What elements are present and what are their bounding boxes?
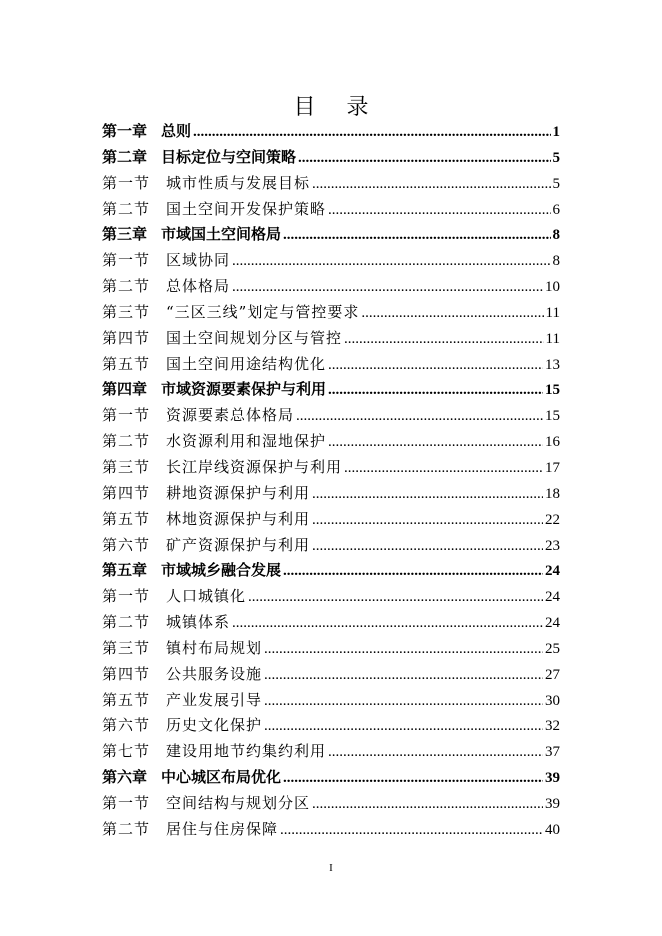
toc-entry-page-number: 5 [552,149,560,166]
toc-entry-label: 第五节 [102,509,151,528]
toc-section-entry[interactable] [102,456,560,482]
dot-leader [361,305,543,322]
toc-chapter-entry[interactable] [102,120,560,146]
dot-leader [283,770,543,787]
toc-entry-label: 第二节 [102,819,151,838]
toc-entry-label: 第一节 [102,793,151,812]
toc-section-entry[interactable] [102,534,560,560]
dot-leader [344,460,543,477]
toc-entry-label: 第二节 [102,277,151,296]
toc-entry-page-number: 23 [545,537,560,554]
toc-entry-title: 区域协同 [166,251,231,270]
toc-section-entry[interactable] [102,792,560,818]
dot-leader [312,538,543,555]
toc-entry-page-number: 13 [545,356,560,373]
toc-entry-page-number: 6 [552,201,560,218]
toc-section-entry[interactable] [102,353,560,379]
toc-title: 目 录 [293,95,381,120]
toc-section-entry[interactable] [102,740,560,766]
dot-leader [232,279,543,296]
toc-entry-page-number: 27 [545,666,560,683]
toc-entry-title: 市域城乡融合发展 [161,561,282,580]
toc-entry-page-number: 25 [545,640,560,657]
toc-entry-page-number: 11 [545,304,560,321]
page-number: I [329,862,333,874]
toc-section-entry[interactable] [102,508,560,534]
toc-section-entry[interactable] [102,714,560,740]
toc-entry-title: “三区三线”划定与管控要求 [166,302,360,321]
toc-entry-label: 第二章 [102,147,148,166]
toc-entry-label: 第一节 [102,587,151,606]
toc-entry-title: 总体格局 [166,277,231,296]
toc-entry-label: 第二节 [102,432,151,451]
dot-leader [280,822,543,839]
toc-entry-title: 国土空间开发保护策略 [166,199,327,218]
toc-entry-label: 第四章 [102,380,148,399]
toc-section-entry[interactable] [102,430,560,456]
dot-leader [264,641,543,658]
toc-entry-title: 市域资源要素保护与利用 [161,380,327,399]
dot-leader [232,253,550,270]
dot-leader [312,512,543,529]
dot-leader [283,227,550,244]
dot-leader [328,357,543,374]
toc-list [102,120,560,844]
toc-entry-page-number: 24 [545,589,560,606]
toc-section-entry[interactable] [102,172,560,198]
toc-entry-page-number: 15 [545,408,560,425]
dot-leader [312,486,543,503]
toc-chapter-entry[interactable] [102,223,560,249]
toc-entry-label: 第三节 [102,638,151,657]
toc-entry-label: 第四节 [102,328,151,347]
dot-leader [312,796,543,813]
toc-entry-title: 人口城镇化 [166,587,247,606]
toc-entry-title: 产业发展引导 [166,690,263,709]
toc-entry-title: 国土空间规划分区与管控 [166,328,343,347]
toc-entry-page-number: 5 [552,175,560,192]
toc-entry-label: 第三节 [102,302,151,321]
toc-section-entry[interactable] [102,818,560,844]
toc-entry-label: 第六节 [102,716,151,735]
toc-section-entry[interactable] [102,249,560,275]
toc-section-entry[interactable] [102,482,560,508]
toc-entry-title: 空间结构与规划分区 [166,793,311,812]
dot-leader [328,744,543,761]
toc-entry-page-number: 30 [545,692,560,709]
toc-section-entry[interactable] [102,637,560,663]
toc-entry-title: 建设用地节约集约利用 [166,742,327,761]
toc-chapter-entry[interactable] [102,766,560,792]
toc-entry-page-number: 15 [545,382,560,399]
toc-chapter-entry[interactable] [102,378,560,404]
dot-leader [264,693,543,710]
toc-chapter-entry[interactable] [102,146,560,172]
toc-section-entry[interactable] [102,275,560,301]
toc-entry-label: 第一节 [102,251,151,270]
toc-entry-title: 中心城区布局优化 [161,768,282,787]
toc-entry-title: 耕地资源保护与利用 [166,483,311,502]
dot-leader [344,331,544,348]
toc-entry-page-number: 32 [545,718,560,735]
toc-entry-title: 历史文化保护 [166,716,263,735]
toc-entry-label: 第一节 [102,406,151,425]
toc-section-entry[interactable] [102,689,560,715]
dot-leader [264,667,543,684]
toc-section-entry[interactable] [102,585,560,611]
toc-entry-page-number: 10 [545,279,560,296]
dot-leader [248,589,543,606]
toc-entry-page-number: 24 [545,615,560,632]
toc-entry-label: 第七节 [102,742,151,761]
toc-entry-title: 总则 [161,122,192,140]
toc-entry-title: 目标定位与空间策略 [161,147,297,166]
toc-section-entry[interactable] [102,663,560,689]
toc-entry-label: 第四节 [102,664,151,683]
toc-entry-title: 公共服务设施 [166,664,263,683]
toc-entry-label: 第五节 [102,690,151,709]
toc-entry-label: 第三章 [102,225,148,244]
toc-entry-page-number: 24 [545,563,560,580]
toc-entry-title: 城镇体系 [166,613,231,632]
dot-leader [328,434,543,451]
toc-entry-page-number: 17 [545,459,560,476]
toc-entry-label: 第三节 [102,457,151,476]
dot-leader [232,615,543,632]
toc-entry-page-number: 16 [545,434,560,451]
dot-leader [298,150,550,167]
toc-chapter-entry[interactable] [102,559,560,585]
toc-entry-title: 居住与住房保障 [166,819,279,838]
dot-leader [328,382,543,399]
toc-entry-page-number: 8 [552,227,560,244]
toc-entry-title: 市域国土空间格局 [161,225,282,244]
dot-leader [193,124,550,141]
toc-section-entry[interactable] [102,404,560,430]
toc-entry-title: 长江岸线资源保护与利用 [166,457,343,476]
toc-entry-label: 第二节 [102,199,151,218]
toc-section-entry[interactable] [102,198,560,224]
toc-entry-page-number: 1 [552,124,560,140]
dot-leader [296,408,543,425]
toc-entry-title: 资源要素总体格局 [166,406,295,425]
toc-entry-page-number: 18 [545,485,560,502]
toc-entry-page-number: 39 [545,770,560,787]
toc-entry-page-number: 37 [545,744,560,761]
toc-section-entry[interactable] [102,301,560,327]
dot-leader [312,176,550,193]
toc-entry-page-number: 11 [545,330,560,347]
toc-entry-label: 第五节 [102,354,151,373]
toc-entry-label: 第四节 [102,483,151,502]
toc-entry-label: 第五章 [102,561,148,580]
toc-entry-title: 国土空间用途结构优化 [166,354,327,373]
toc-entry-label: 第二节 [102,613,151,632]
toc-entry-title: 镇村布局规划 [166,638,263,657]
toc-entry-page-number: 39 [545,795,560,812]
toc-entry-title: 矿产资源保护与利用 [166,535,311,554]
toc-entry-page-number: 22 [545,511,560,528]
toc-section-entry[interactable] [102,327,560,353]
toc-entry-label: 第六章 [102,768,148,787]
toc-entry-title: 水资源利用和湿地保护 [166,432,327,451]
toc-entry-title: 林地资源保护与利用 [166,509,311,528]
toc-entry-label: 第六节 [102,535,151,554]
toc-entry-label: 第一章 [102,122,148,140]
dot-leader [264,718,543,735]
toc-entry-label: 第一节 [102,173,151,192]
dot-leader [328,202,550,219]
toc-entry-page-number: 40 [545,821,560,838]
toc-entry-page-number: 8 [552,253,560,270]
dot-leader [283,563,543,580]
toc-section-entry[interactable] [102,611,560,637]
toc-entry-title: 城市性质与发展目标 [166,173,311,192]
